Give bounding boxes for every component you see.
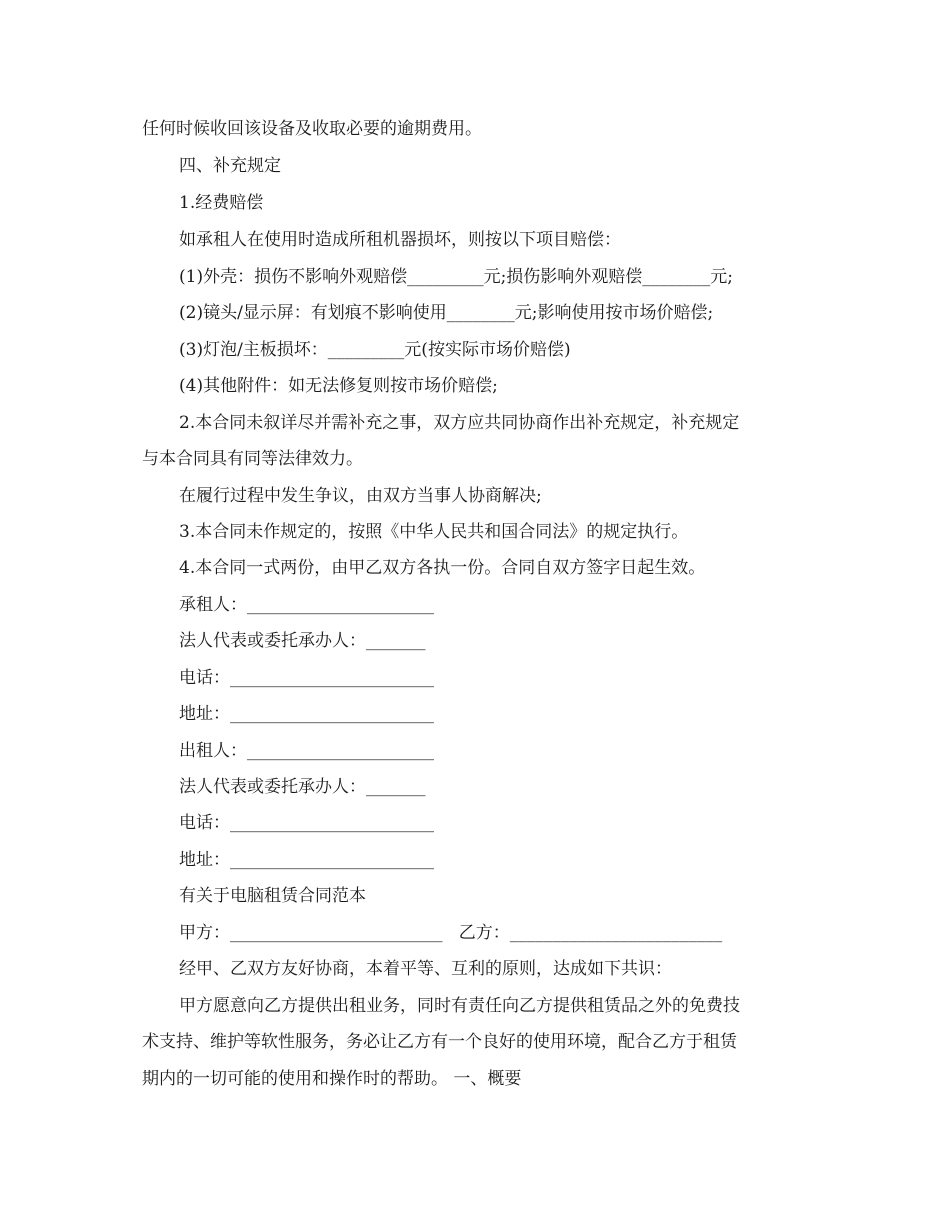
signature-field-lessor: 出租人：______________________ xyxy=(179,741,434,761)
signature-field-address: 地址：________________________ xyxy=(179,704,434,724)
list-item: (3)灯泡/主板损坏：_________元(按实际市场价赔偿) xyxy=(179,340,571,360)
paragraph-line: 术支持、维护等软性服务，务必让乙方有一个良好的使用环境，配合乙方于租赁 xyxy=(142,1032,737,1052)
subsection-heading: 1.经费赔偿 xyxy=(179,193,264,213)
signature-field-phone: 电话：________________________ xyxy=(179,813,434,833)
paragraph-line: 经甲、乙双方友好协商，本着平等、互利的原则，达成如下共识： xyxy=(179,959,672,979)
signature-field-representative: 法人代表或委托承办人：_______ xyxy=(179,777,426,797)
signature-field-lessee: 承租人：______________________ xyxy=(179,595,434,615)
paragraph-line: 2.本合同未叙详尽并需补充之事，双方应共同协商作出补充规定，补充规定 xyxy=(179,413,740,433)
paragraph-line: 4.本合同一式两份，由甲乙双方各执一份。合同自双方签字日起生效。 xyxy=(179,558,706,578)
paragraph-line: 与本合同具有同等法律效力。 xyxy=(142,449,363,469)
list-item: (1)外壳：损伤不影响外观赔偿_________元;损伤影响外观赔偿________元; xyxy=(179,267,734,287)
section-heading: 四、补充规定 xyxy=(179,156,281,176)
signature-field-address: 地址：________________________ xyxy=(179,850,434,870)
document-title: 有关于电脑租赁合同范本 xyxy=(179,886,366,906)
list-item: (2)镜头/显示屏：有划痕不影响使用________元;影响使用按市场价赔偿; xyxy=(179,303,714,323)
signature-field-representative: 法人代表或委托承办人：_______ xyxy=(179,631,426,651)
paragraph-line: 甲方愿意向乙方提供出租业务，同时有责任向乙方提供租赁品之外的免费技 xyxy=(179,996,740,1016)
paragraph-line: 如承租人在使用时造成所租机器损坏，则按以下项目赔偿： xyxy=(179,230,621,250)
paragraph-line: 期内的一切可能的使用和操作时的帮助。 一、概要 xyxy=(142,1069,522,1089)
paragraph-line: 任何时候收回该设备及收取必要的逾期费用。 xyxy=(142,119,482,139)
signature-field-phone: 电话：________________________ xyxy=(179,668,434,688)
paragraph-line: 3.本合同未作规定的，按照《中华人民共和国合同法》的规定执行。 xyxy=(179,522,689,542)
party-fields: 甲方：_________________________ 乙方：_________________________ xyxy=(179,923,723,943)
list-item: (4)其他附件：如无法修复则按市场价赔偿; xyxy=(179,376,498,396)
paragraph-line: 在履行过程中发生争议，由双方当事人协商解决; xyxy=(179,486,542,506)
